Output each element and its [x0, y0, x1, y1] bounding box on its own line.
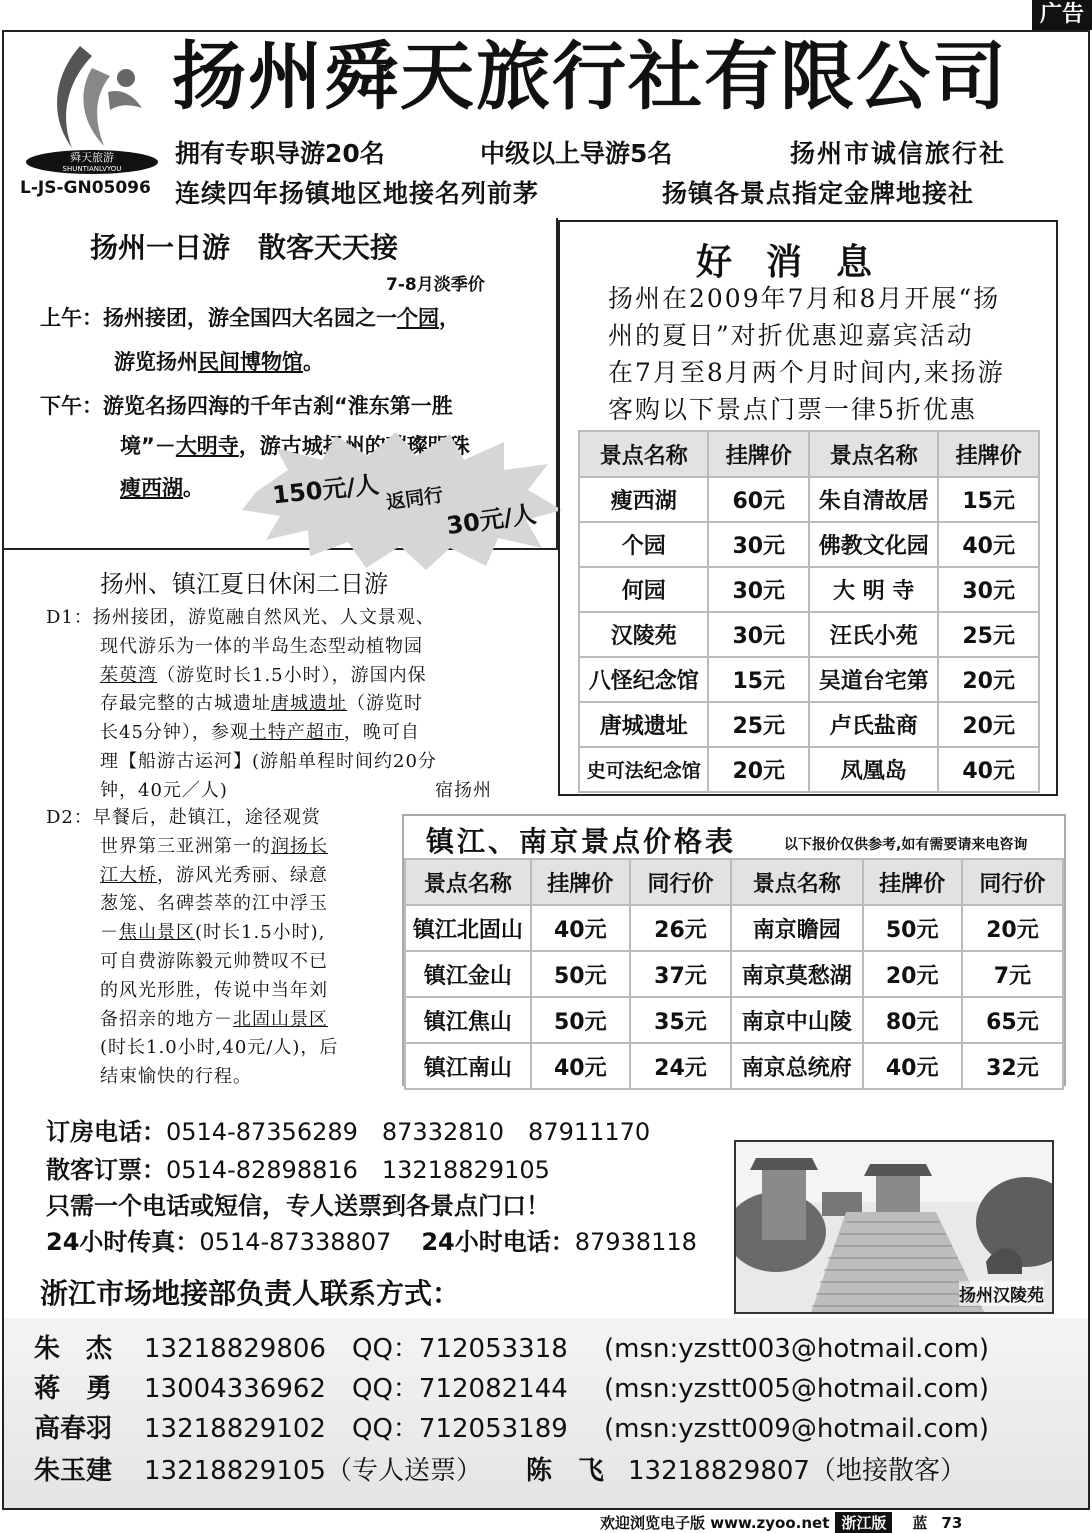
header-cell: 景点名称: [810, 432, 937, 476]
person-phone: 13218829102: [144, 1414, 326, 1444]
am-line-2: [114, 340, 324, 384]
cell: 20元: [864, 952, 961, 996]
fax-and-hotline: [46, 1222, 697, 1257]
person-name: 陈 飞: [526, 1456, 605, 1486]
delivery-note: 只需一个电话或短信，专人送票到各景点门口！: [46, 1192, 550, 1220]
cell: 60元: [709, 478, 808, 521]
d1-text: 扬州接团，游览融自然风光、人文景观、: [92, 607, 435, 628]
table-row: [580, 568, 1038, 611]
cell: 30元: [939, 568, 1038, 611]
jiaoshan-area: 焦山景区: [119, 922, 195, 944]
zj-nj-price-table: [404, 858, 1064, 1090]
table-row: [580, 658, 1038, 701]
news-line: 州的夏日”对折优惠迎嘉宾活动: [608, 321, 974, 350]
ticket-label: 散客订票：: [46, 1156, 166, 1184]
d1-label: D1：: [46, 607, 93, 628]
cell: 20元: [939, 703, 1038, 746]
cell: 个园: [580, 523, 707, 566]
cell: 30元: [709, 613, 808, 656]
cell: 30元: [709, 568, 808, 611]
d2-text: (时长1.5小时),: [195, 922, 326, 944]
table-row: [580, 703, 1038, 746]
cell: 佛教文化园: [810, 523, 937, 566]
person-phone: 13218829105（专人送票）: [144, 1456, 482, 1486]
cell: 24元: [631, 1044, 730, 1088]
pm-period: 。: [183, 476, 204, 500]
person-qq: QQ：712053318: [352, 1334, 568, 1364]
pm-line-1: [40, 384, 453, 428]
person-name: 高春羽: [34, 1414, 113, 1444]
cell: 30元: [709, 523, 808, 566]
person-row-last: [34, 1450, 966, 1487]
table-row: [406, 998, 1062, 1042]
person-name: 朱 杰: [34, 1334, 113, 1364]
d1-text: 现代游乐为一体的半岛生态型动植物园: [100, 635, 423, 657]
rebate-label: 返同行: [384, 484, 445, 514]
runyang-bridge-2: 江大桥: [100, 864, 157, 886]
booking-label: 订房电话：: [46, 1118, 166, 1146]
cell: 镇江南山: [406, 1044, 530, 1088]
cell: 汪氏小苑: [810, 613, 937, 656]
logo-text: 舜天旅游: [70, 151, 114, 164]
person-phone: 13004336962: [144, 1374, 326, 1404]
fax-label: 24小时传真：: [46, 1228, 200, 1256]
news-line: 扬州在2009年7月和8月开展“扬: [608, 284, 1001, 313]
header-cell: 景点名称: [406, 860, 530, 904]
cell: 大 明 寺: [810, 568, 937, 611]
cell: 唐城遗址: [580, 703, 707, 746]
cell: 瘦西湖: [580, 478, 707, 521]
d1-text: 理【船游古运河】(游船单程时间约20分: [100, 750, 437, 772]
am-period: 。: [303, 350, 324, 374]
person-msn: (msn:yzstt003@hotmail.com): [604, 1334, 990, 1364]
person-name: 蒋 勇: [34, 1374, 113, 1404]
tang-city-ruins: 唐城遗址: [271, 693, 347, 715]
logo-subtext: SHUNTIANLVYOU: [62, 165, 122, 173]
table-header-row: [580, 432, 1038, 476]
cell: 镇江金山: [406, 952, 530, 996]
cell: 20元: [939, 658, 1038, 701]
slender-west-lake: 瘦西湖: [120, 476, 183, 500]
header-cell: 同行价: [631, 860, 730, 904]
cell: 40元: [532, 906, 629, 950]
cell: 汉陵苑: [580, 613, 707, 656]
d2-text: 的风光形胜，传说中当年刘: [100, 979, 328, 1001]
cell: 卢氏盐商: [810, 703, 937, 746]
person-phone: 13218829806: [144, 1334, 326, 1364]
table-header-row: [406, 860, 1062, 904]
cell: 镇江北固山: [406, 906, 530, 950]
beigushan-area: 北固山景区: [233, 1008, 328, 1030]
cell: 32元: [963, 1044, 1062, 1088]
good-news-text: [608, 280, 1005, 428]
pm-text: 游览名扬四海的千年古刹“淮东第一胜: [103, 394, 453, 418]
table-row: [580, 523, 1038, 566]
ticket-phone: [46, 1150, 550, 1185]
cell: 37元: [631, 952, 730, 996]
d2-text: －: [100, 922, 119, 944]
d1-text: 钟，40元／人): [100, 779, 228, 801]
yangzhou-price-table: [578, 430, 1040, 793]
hotline-number: 87938118: [574, 1228, 697, 1256]
cell: 15元: [939, 478, 1038, 521]
booking-numbers: 0514-87356289 87332810 87911170: [166, 1118, 651, 1146]
cell: 40元: [939, 748, 1038, 791]
cell: 凤凰岛: [810, 748, 937, 791]
footer-color: 蓝: [912, 1514, 928, 1532]
news-line: 在7月至8月两个月时间内,来扬游: [608, 358, 1005, 387]
cell: 八怪纪念馆: [580, 658, 707, 701]
cell: 40元: [864, 1044, 961, 1088]
booking-phone: [46, 1112, 650, 1147]
person-row: [34, 1408, 989, 1445]
zhuyuwan: 茱萸湾: [100, 664, 157, 686]
d1-text: 存最完整的古城遗址: [100, 693, 271, 715]
am-label: 上午：: [40, 306, 103, 330]
cell: 南京中山陵: [732, 998, 862, 1042]
cell: 吴道台宅第: [810, 658, 937, 701]
table-row: [580, 478, 1038, 521]
zj-nj-title: 镇江、南京景点价格表: [426, 825, 737, 858]
person-name: 朱玉建: [34, 1456, 113, 1486]
daming-temple: 大明寺: [175, 434, 239, 458]
cell: 镇江焦山: [406, 998, 530, 1042]
two-day-title: 扬州、镇江夏日休闲二日游: [100, 570, 388, 598]
senior-guides: 中级以上导游5名: [480, 139, 673, 168]
cell: 35元: [631, 998, 730, 1042]
cell: 80元: [864, 998, 961, 1042]
person-phone: 13218829807（地接散客）: [628, 1456, 966, 1486]
company-title: 扬州舜天旅行社有限公司: [172, 34, 1008, 120]
cell: 25元: [709, 703, 808, 746]
person-msn: (msn:yzstt005@hotmail.com): [604, 1374, 990, 1404]
person-qq: QQ：712082144: [352, 1374, 568, 1404]
cell: 7元: [963, 952, 1062, 996]
d1-text: （游览时长1.5小时），游国内保: [157, 664, 427, 686]
d1-text: （游览时: [347, 693, 423, 715]
cell: 40元: [939, 523, 1038, 566]
ad-tag: 广告: [1032, 0, 1092, 30]
table-row: [406, 906, 1062, 950]
cell: 南京总统府: [732, 1044, 862, 1088]
logo-badge: [26, 150, 158, 174]
staff-guides: 拥有专职导游20名: [175, 139, 385, 168]
table-row: [406, 1044, 1062, 1088]
stay-yangzhou: 宿扬州: [435, 779, 492, 801]
cell: 20元: [709, 748, 808, 791]
table-row: [580, 613, 1038, 656]
one-day-title: 扬州一日游 散客天天接: [90, 231, 399, 264]
header-cell: 同行价: [963, 860, 1062, 904]
pm-label: 下午：: [40, 394, 103, 418]
header-cell: 挂牌价: [709, 432, 808, 476]
zj-nj-note: 以下报价仅供参考,如有需要请来电咨询: [784, 837, 1028, 853]
hanlingyuan-photo: [734, 1140, 1054, 1314]
header-cell: 景点名称: [732, 860, 862, 904]
am-text: 扬州接团，游全国四大名园之一: [103, 306, 397, 330]
header-cell: 挂牌价: [939, 432, 1038, 476]
d2-label: D2：: [46, 807, 93, 828]
pm-text-2c: ，游古城扬州的璀璨明珠: [238, 434, 470, 458]
license-number: L-JS-GN05096: [20, 178, 151, 198]
d1-text: ，晚可自: [343, 722, 420, 744]
page-number: 73: [941, 1514, 963, 1532]
cell: 50元: [864, 906, 961, 950]
d2-text: (时长1.0小时,40元/人)，后: [100, 1037, 339, 1059]
cell: 26元: [631, 906, 730, 950]
runyang-bridge: 润扬长: [271, 835, 328, 857]
table-row: [580, 748, 1038, 791]
am-line-1: [40, 296, 460, 340]
ranking-line: 连续四年扬镇地区地接名列前茅: [175, 179, 540, 208]
cell: 史可法纪念馆: [580, 748, 707, 791]
page-footer: [600, 1512, 962, 1533]
table-row: [406, 952, 1062, 996]
d2-text: 世界第三亚洲第一的: [100, 835, 271, 857]
cell: 何园: [580, 568, 707, 611]
two-day-d1: [46, 604, 492, 806]
cell: 50元: [532, 952, 629, 996]
news-line: 客购以下景点门票一律5折优惠: [608, 395, 977, 424]
geyuan-link: 个园: [397, 306, 439, 330]
person-msn: (msn:yzstt009@hotmail.com): [604, 1414, 990, 1444]
pm-line-3: [120, 466, 204, 510]
ticket-numbers: 0514-82898816 13218829105: [166, 1156, 550, 1184]
d2-text: 葱笼、名碑荟萃的江中浮玉: [100, 893, 328, 915]
header-cell: 挂牌价: [864, 860, 961, 904]
am-text-2: 游览扬州: [114, 350, 198, 374]
specialty-market: 土特产超市: [248, 722, 344, 744]
header-cell: 景点名称: [580, 432, 707, 476]
cell: 20元: [963, 906, 1062, 950]
cell: 50元: [532, 998, 629, 1042]
d1-text: 长45分钟），参观: [100, 722, 249, 744]
person-qq: QQ：712053189: [352, 1414, 568, 1444]
header-cell: 挂牌价: [532, 860, 629, 904]
d2-text: 可自费游陈毅元帅赞叹不已: [100, 950, 328, 972]
good-news-title: 好消息: [696, 242, 907, 283]
fax-number: 0514-87338807: [199, 1228, 392, 1256]
cell: 南京莫愁湖: [732, 952, 862, 996]
cell: 25元: [939, 613, 1038, 656]
hotline-label: 24小时电话：: [421, 1228, 575, 1256]
cell: 40元: [532, 1044, 629, 1088]
zhejiang-contact-title: 浙江市场地接部负责人联系方式：: [40, 1277, 461, 1310]
d2-text: ，游风光秀丽、绿意: [157, 864, 328, 886]
d2-text: 结束愉快的行程。: [100, 1066, 252, 1088]
folk-museum: 民间博物馆: [198, 350, 303, 374]
gold-agency-line: 扬镇各景点指定金牌地接社: [662, 179, 975, 208]
person-row: [34, 1328, 989, 1365]
d2-text: 早餐后，赴镇江，途径观赏: [92, 807, 321, 828]
footer-website: 欢迎浏览电子版 www.zyoo.net: [600, 1514, 830, 1532]
integrity-title: 扬州市诚信旅行社: [790, 139, 1007, 168]
season-price-label: 7-8月淡季价: [386, 275, 485, 295]
cell: 15元: [709, 658, 808, 701]
footer-edition: 浙江版: [835, 1512, 892, 1533]
am-comma: ，: [439, 306, 460, 330]
person-row: [34, 1368, 989, 1405]
cell: 南京瞻园: [732, 906, 862, 950]
one-day-price: 150元/人: [271, 470, 381, 510]
rebate-price: 30元/人: [444, 499, 539, 541]
d2-text: 备招亲的地方－: [100, 1008, 233, 1030]
cell: 65元: [963, 998, 1062, 1042]
pm-text-2a: 境”－: [120, 434, 176, 458]
two-day-d2: [46, 804, 338, 1092]
photo-caption: 扬州汉陵苑: [959, 1281, 1044, 1306]
cell: 朱自清故居: [810, 478, 937, 521]
